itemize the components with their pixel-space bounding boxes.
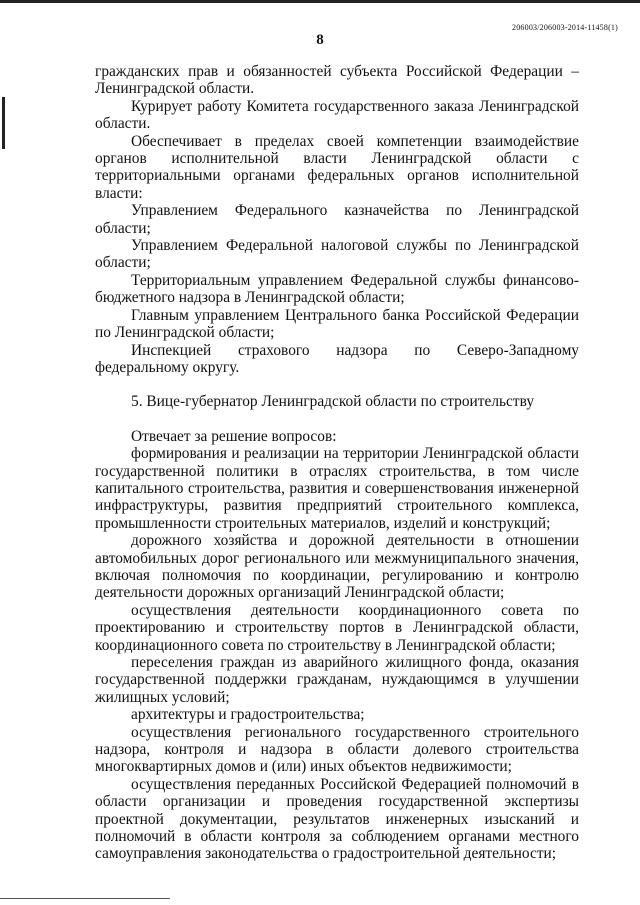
list-item: осуществления регионального государственного строительного надзора, контроля и надзора в области долевого строительства многоквартирных домов и (или) иных объектов недвижимости; (95, 723, 579, 776)
document-body (95, 63, 579, 863)
list-item: Инспекцией страхового надзора по Северо-Западному федеральному округу. (95, 341, 579, 376)
list-item: переселения граждан из аварийного жилищного фонда, оказания государственной поддержки гражданам, нуждающимся в улучшении жилищных условий; (95, 654, 579, 706)
scan-bottom-edge-line (0, 898, 170, 899)
list-item: Главным управлением Центрального банка Российской Федерации по Ленинградской области; (95, 306, 579, 342)
scan-top-edge-line (0, 0, 640, 3)
list-item: дорожного хозяйства и дорожной деятельности в отношении автомобильных дорог регионального или межмуниципального значения, включая полномочия по координации, регулированию и контролю деятельности дорожных организаций Ленинградской области; (95, 532, 579, 602)
document-number: 206003/206003-2014-11458(1) (512, 23, 618, 32)
list-item: осуществления переданных Российской Федерацией полномочий в области организации и проведения государственной экспертизы проектной документации, результатов инженерных изысканий и полномочий в области контроля за соблюдением органами местного самоуправления законодательства о градостроительной деятельности; (95, 775, 579, 863)
paragraph: Отвечает за решение вопросов: (131, 427, 337, 445)
page-number: 8 (316, 32, 324, 48)
paragraph: Курирует работу Комитета государственного заказа Ленинградской области. (95, 97, 579, 133)
paragraph: Обеспечивает в пределах своей компетенции взаимодействие органов исполнительной власти Ленинградской области с территориальными органами федеральных органов исполнительной власти: (95, 132, 579, 202)
list-item: архитектуры и градостроительства; (131, 706, 365, 724)
paragraph-continuation: гражданских прав и обязанностей субъекта Российской Федерации – Ленинградской области. (95, 63, 579, 98)
list-item: осуществления деятельности координационного совета по проектированию и строительству портов в Ленинградской области, координационного совета по строительству в Ленинградской области; (95, 601, 579, 654)
list-item: формирования и реализации на территории Ленинградской области государственной политики в отраслях строительства, в том числе капитального строительства, развития и совершенствования инженерной инфраструктуры, развития предприятий строительного комплекса, промышленности строительных материалов, изделий и конструкций; (95, 445, 579, 532)
scan-left-margin-mark (2, 97, 5, 149)
section-heading: 5. Вице-губернатор Ленинградской области по строительству (131, 393, 535, 411)
list-item: Территориальным управлением Федеральной службы финансово-бюджетного надзора в Ленинградской области; (95, 271, 579, 307)
list-item: Управлением Федерального казначейства по Ленинградской области; (95, 202, 579, 237)
list-item: Управлением Федеральной налоговой службы по Ленинградской области; (95, 237, 579, 272)
